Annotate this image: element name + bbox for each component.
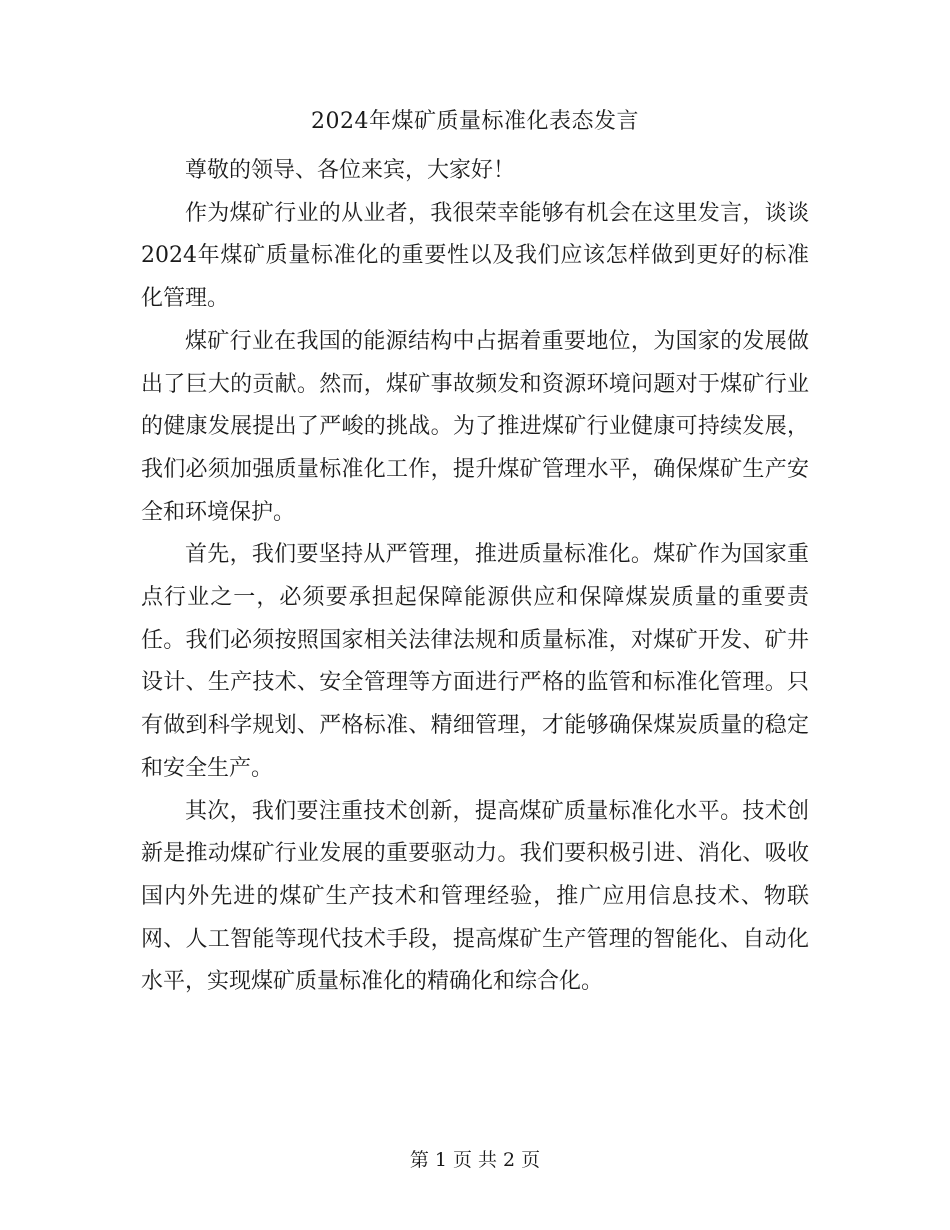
document-body xyxy=(141,150,809,1004)
paragraph-industry-background: 煤矿行业在我国的能源结构中占据着重要地位，为国家的发展做出了巨大的贡献。然而，煤矿事故频发和资源环境问题对于煤矿行业的健康发展提出了严峻的挑战。为了推进煤矿行业健康可持续发展，我们必须加强质量标准化工作，提升煤矿管理水平，确保煤矿生产安全和环境保护。 xyxy=(141,328,809,525)
paragraph-introduction: 作为煤矿行业的从业者，我很荣幸能够有机会在这里发言，谈谈2024年煤矿质量标准化的重要性以及我们应该怎样做到更好的标准化管理。 xyxy=(141,200,809,312)
paragraph-greeting: 尊敬的领导、各位来宾，大家好！ xyxy=(185,158,516,183)
page-number-footer: 第 1 页 共 2 页 xyxy=(409,1149,541,1171)
paragraph-technical-innovation: 其次，我们要注重技术创新，提高煤矿质量标准化水平。技术创新是推动煤矿行业发展的重要驱动力。我们要积极引进、消化、吸收国内外先进的煤矿生产技术和管理经验，推广应用信息技术、物联网、人工智能等现代技术手段，提高煤矿生产管理的智能化、自动化水平，实现煤矿质量标准化的精确化和综合化。 xyxy=(141,798,809,995)
paragraph-strict-management: 首先，我们要坚持从严管理，推进质量标准化。煤矿作为国家重点行业之一，必须要承担起保障能源供应和保障煤炭质量的重要责任。我们必须按照国家相关法律法规和质量标准，对煤矿开发、矿井设计、生产技术、安全管理等方面进行严格的监管和标准化管理。只有做到科学规划、严格标准、精细管理，才能够确保煤炭质量的稳定和安全生产。 xyxy=(141,542,809,781)
document-title: 2024年煤矿质量标准化表态发言 xyxy=(311,109,639,134)
